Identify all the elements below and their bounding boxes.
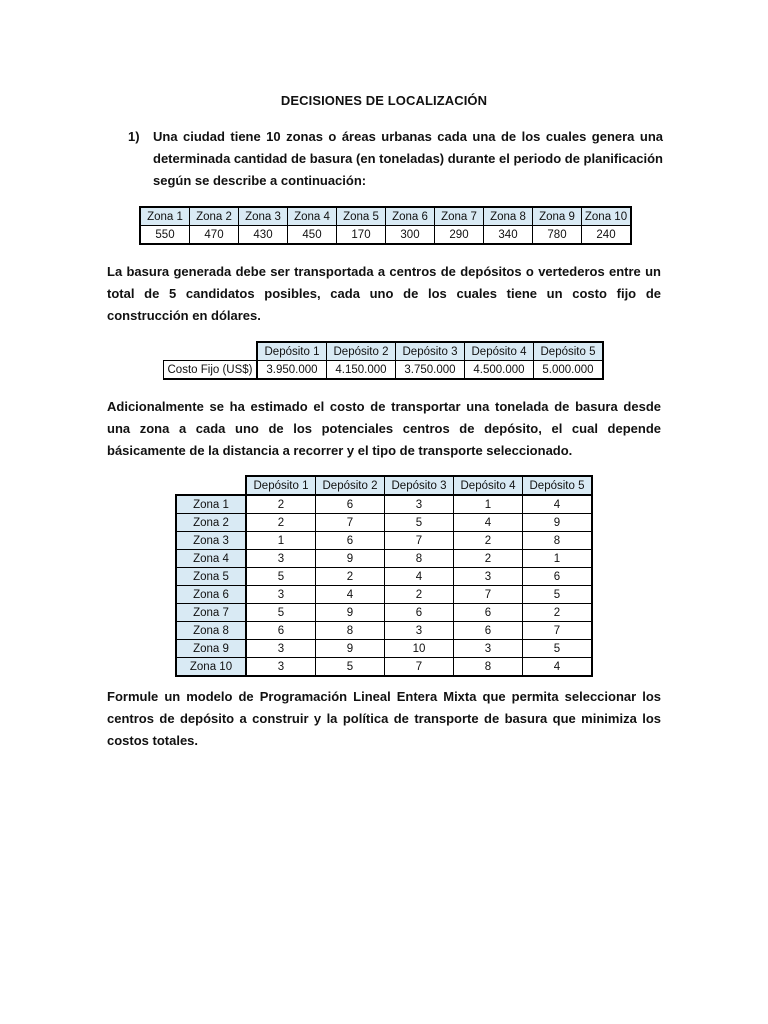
transport-cost-value: 3 xyxy=(246,658,316,677)
table-row xyxy=(164,361,604,380)
transport-cost-value: 9 xyxy=(316,550,385,568)
transport-cost-value: 9 xyxy=(523,514,593,532)
table-row xyxy=(176,658,592,677)
transport-cost-value: 9 xyxy=(316,604,385,622)
zone-row-label: Zona 4 xyxy=(176,550,246,568)
transport-cost-value: 6 xyxy=(385,604,454,622)
depot-header: Depósito 1 xyxy=(257,342,327,361)
item-number: 1) xyxy=(128,129,140,144)
transport-cost-value: 4 xyxy=(316,586,385,604)
transport-cost-value: 1 xyxy=(523,550,593,568)
transport-cost-value: 4 xyxy=(523,495,593,514)
transport-cost-value: 3 xyxy=(454,640,523,658)
waste-value: 240 xyxy=(582,226,632,245)
transport-cost-value: 8 xyxy=(385,550,454,568)
zone-row-label: Zona 6 xyxy=(176,586,246,604)
transport-cost-value: 7 xyxy=(385,532,454,550)
table-row xyxy=(176,550,592,568)
transport-cost-value: 2 xyxy=(385,586,454,604)
transport-cost-value: 8 xyxy=(454,658,523,677)
transport-cost-value: 7 xyxy=(523,622,593,640)
waste-value: 470 xyxy=(190,226,239,245)
table-row xyxy=(176,514,592,532)
waste-value: 550 xyxy=(140,226,190,245)
transport-cost-value: 2 xyxy=(523,604,593,622)
transport-cost-value: 6 xyxy=(316,532,385,550)
zone-row-label: Zona 10 xyxy=(176,658,246,677)
cost-value: 3.750.000 xyxy=(396,361,465,380)
table-row xyxy=(176,604,592,622)
empty-corner-cell xyxy=(164,342,258,361)
table-row xyxy=(176,568,592,586)
transport-cost-value: 5 xyxy=(523,586,593,604)
transport-cost-value: 2 xyxy=(246,495,316,514)
cost-value: 5.000.000 xyxy=(534,361,604,380)
waste-value: 340 xyxy=(484,226,533,245)
zone-header: Zona 10 xyxy=(582,207,632,226)
transport-cost-value: 2 xyxy=(246,514,316,532)
transport-cost-value: 4 xyxy=(454,514,523,532)
transport-cost-value: 3 xyxy=(246,550,316,568)
transport-cost-value: 5 xyxy=(385,514,454,532)
zone-row-label: Zona 3 xyxy=(176,532,246,550)
transport-cost-value: 8 xyxy=(316,622,385,640)
cost-value: 4.500.000 xyxy=(465,361,534,380)
depot-header: Depósito 5 xyxy=(523,476,593,495)
transport-cost-value: 1 xyxy=(454,495,523,514)
waste-value: 780 xyxy=(533,226,582,245)
cost-value: 4.150.000 xyxy=(327,361,396,380)
depot-header: Depósito 4 xyxy=(454,476,523,495)
table-row xyxy=(176,586,592,604)
transport-cost-value: 3 xyxy=(454,568,523,586)
transport-cost-value: 3 xyxy=(385,495,454,514)
transport-cost-table xyxy=(175,475,593,677)
table-row xyxy=(176,622,592,640)
transport-cost-value: 5 xyxy=(246,604,316,622)
empty-corner-cell xyxy=(176,476,246,495)
zone-row-label: Zona 9 xyxy=(176,640,246,658)
depot-header: Depósito 2 xyxy=(327,342,396,361)
transport-cost-value: 2 xyxy=(454,550,523,568)
transport-cost-value: 3 xyxy=(246,586,316,604)
transport-cost-value: 6 xyxy=(246,622,316,640)
zone-row-label: Zona 2 xyxy=(176,514,246,532)
paragraph-transport-cost: Adicionalmente se ha estimado el costo de transportar una tonelada de basura desde una zona a cada uno de los potenciales centros de depósito, el cual depende básicamente de la distancia a recorrer y el tipo de transporte seleccionado. xyxy=(107,399,661,458)
transport-cost-value: 2 xyxy=(316,568,385,586)
transport-cost-value: 7 xyxy=(316,514,385,532)
transport-cost-value: 6 xyxy=(316,495,385,514)
table-header-row xyxy=(164,342,604,361)
table-header-row xyxy=(140,207,631,226)
fixed-cost-table xyxy=(163,341,604,380)
item-text: Una ciudad tiene 10 zonas o áreas urbanas cada una de los cuales genera una determinada cantidad de basura (en toneladas) durante el periodo de planificación según se describe a continuación: xyxy=(153,129,663,188)
zone-waste-table xyxy=(139,206,632,245)
transport-cost-value: 5 xyxy=(246,568,316,586)
depot-header: Depósito 3 xyxy=(385,476,454,495)
transport-cost-value: 3 xyxy=(246,640,316,658)
transport-cost-value: 5 xyxy=(523,640,593,658)
zone-header: Zona 4 xyxy=(288,207,337,226)
transport-cost-value: 4 xyxy=(385,568,454,586)
zone-header: Zona 2 xyxy=(190,207,239,226)
depot-header: Depósito 5 xyxy=(534,342,604,361)
table-row xyxy=(140,226,631,245)
waste-value: 290 xyxy=(435,226,484,245)
table-row xyxy=(176,532,592,550)
transport-cost-value: 6 xyxy=(523,568,593,586)
zone-row-label: Zona 1 xyxy=(176,495,246,514)
transport-cost-value: 2 xyxy=(454,532,523,550)
transport-cost-value: 8 xyxy=(523,532,593,550)
zone-header: Zona 6 xyxy=(386,207,435,226)
transport-cost-value: 6 xyxy=(454,622,523,640)
zone-header: Zona 8 xyxy=(484,207,533,226)
zone-row-label: Zona 5 xyxy=(176,568,246,586)
transport-cost-value: 9 xyxy=(316,640,385,658)
depot-header: Depósito 1 xyxy=(246,476,316,495)
transport-cost-value: 1 xyxy=(246,532,316,550)
transport-cost-body xyxy=(176,495,592,676)
transport-cost-value: 3 xyxy=(385,622,454,640)
transport-cost-value: 10 xyxy=(385,640,454,658)
zone-header: Zona 7 xyxy=(435,207,484,226)
zone-header: Zona 3 xyxy=(239,207,288,226)
transport-cost-value: 6 xyxy=(454,604,523,622)
transport-cost-value: 5 xyxy=(316,658,385,677)
waste-value: 300 xyxy=(386,226,435,245)
paragraph-instruction: Formule un modelo de Programación Lineal Entera Mixta que permita seleccionar los centros de depósito a construir y la política de transporte de basura que minimiza los costos totales. xyxy=(107,689,661,748)
table-header-row xyxy=(176,476,592,495)
document-title: DECISIONES DE LOCALIZACIÓN xyxy=(280,93,488,108)
zone-row-label: Zona 7 xyxy=(176,604,246,622)
depot-header: Depósito 2 xyxy=(316,476,385,495)
cost-row-label: Costo Fijo (US$) xyxy=(164,361,258,380)
cost-value: 3.950.000 xyxy=(257,361,327,380)
transport-cost-value: 7 xyxy=(385,658,454,677)
transport-cost-value: 7 xyxy=(454,586,523,604)
zone-header: Zona 1 xyxy=(140,207,190,226)
depot-header: Depósito 3 xyxy=(396,342,465,361)
waste-value: 430 xyxy=(239,226,288,245)
waste-value: 170 xyxy=(337,226,386,245)
waste-value: 450 xyxy=(288,226,337,245)
table-row xyxy=(176,640,592,658)
paragraph-depots: La basura generada debe ser transportada a centros de depósitos o vertederos entre un total de 5 candidatos posibles, cada uno de los cuales tiene un costo fijo de construcción en dólares. xyxy=(107,264,661,323)
depot-header: Depósito 4 xyxy=(465,342,534,361)
zone-header: Zona 9 xyxy=(533,207,582,226)
problem-item-1 xyxy=(128,126,663,192)
zone-row-label: Zona 8 xyxy=(176,622,246,640)
transport-cost-value: 4 xyxy=(523,658,593,677)
zone-header: Zona 5 xyxy=(337,207,386,226)
table-row xyxy=(176,495,592,514)
